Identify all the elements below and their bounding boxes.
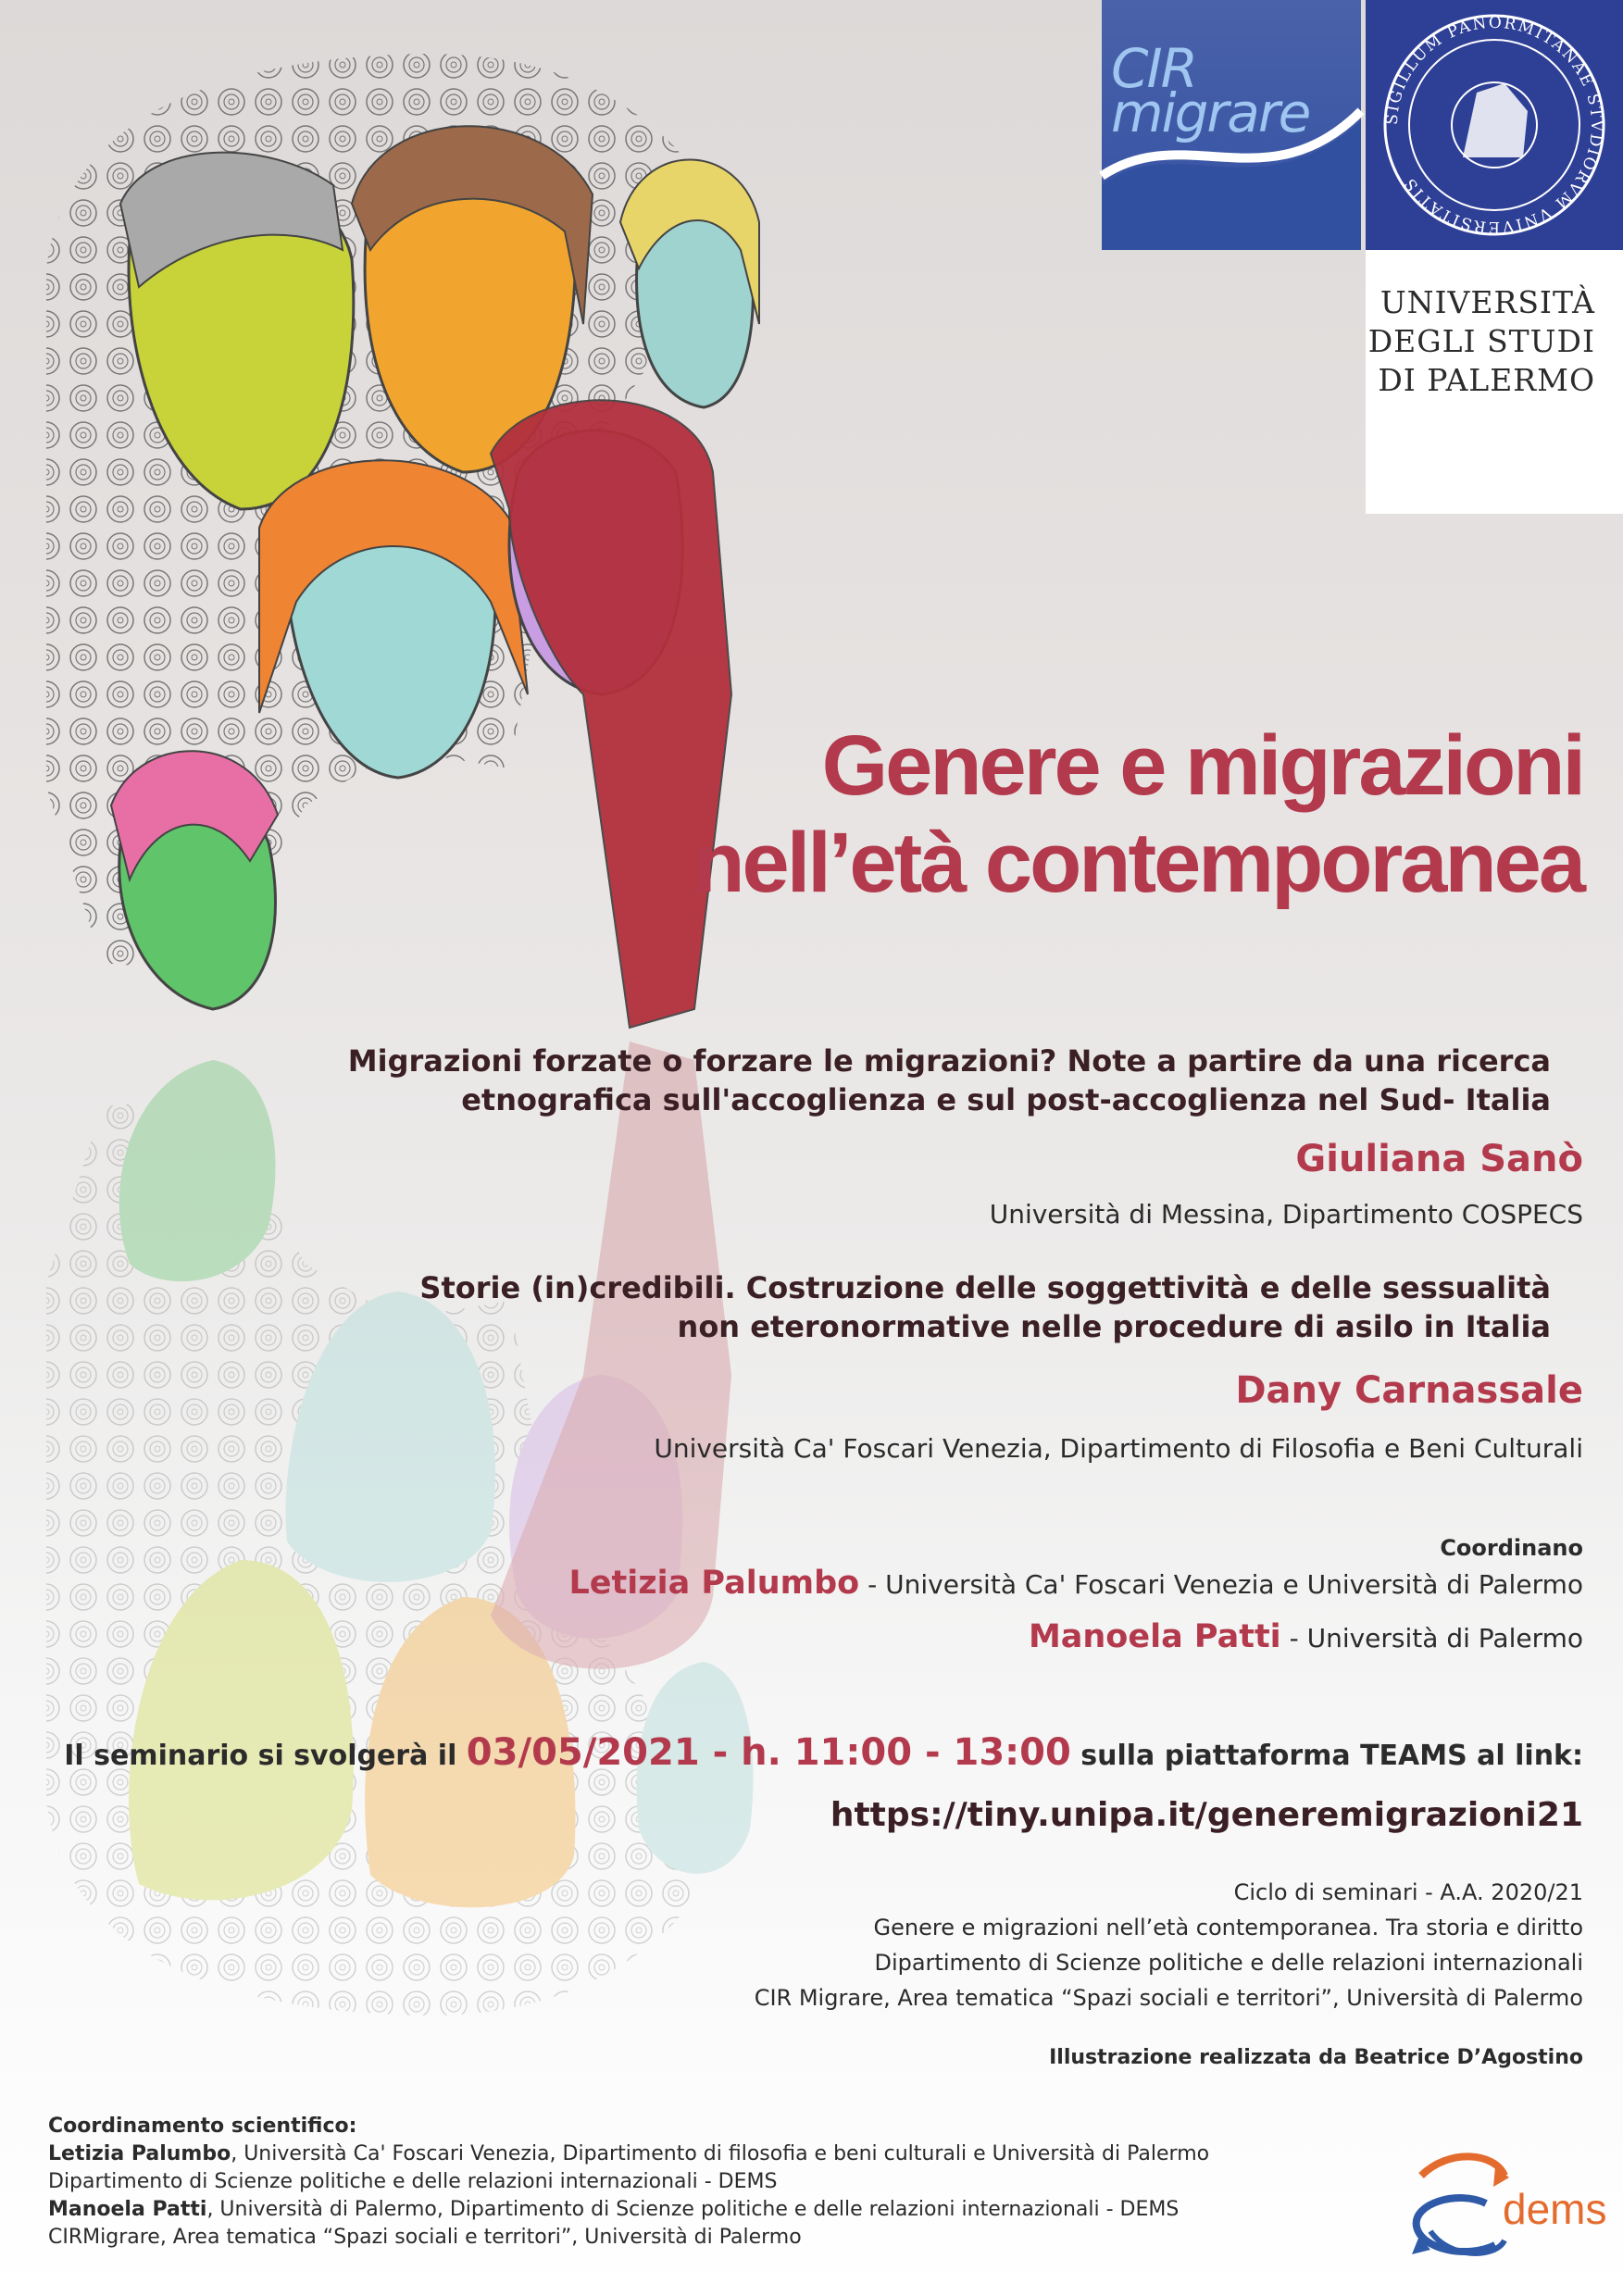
cycle-line-3: Dipartimento di Scienze politiche e delle relazioni internazionali — [874, 1950, 1583, 1976]
dems-logo — [1393, 2139, 1607, 2268]
talk-2-speaker: Dany Carnassale — [1235, 1369, 1583, 1412]
purple-face — [491, 400, 731, 1028]
university-name-line-1: UNIVERSITÀ — [1380, 284, 1595, 320]
university-seal — [1366, 0, 1623, 250]
cycle-line-2: Genere e migrazioni nell’età contemporanea. Tra storia e diritto — [873, 1915, 1583, 1940]
event-info — [64, 1731, 1583, 1774]
event-prefix: Il seminario si svolgerà il — [64, 1740, 467, 1772]
coordinators-label: Coordinano — [1440, 1535, 1583, 1561]
footer-name-1: Letizia Palumbo — [48, 2142, 231, 2165]
footer-line-1 — [48, 2140, 1209, 2168]
footer — [48, 2113, 1209, 2252]
coordinator-2-name: Manoela Patti — [1028, 1618, 1281, 1655]
talk-2-affiliation: Università Ca' Foscari Venezia, Dipartimento di Filosofia e Beni Culturali — [654, 1433, 1583, 1464]
talk-1-title-line-1: Migrazioni forzate o forzare le migrazioni? Note a partire da una ricerca — [347, 1043, 1551, 1079]
cycle-line-4: CIR Migrare, Area tematica “Spazi sociali e territori”, Università di Palermo — [754, 1985, 1583, 2011]
page-title — [565, 718, 1583, 912]
cycle-line-1: Ciclo di seminari - A.A. 2020/21 — [1233, 1879, 1583, 1905]
cycle-info — [755, 1875, 1583, 2015]
seal-icon — [1366, 0, 1623, 250]
footer-line-3 — [48, 2196, 1209, 2224]
talk-2-title — [162, 1268, 1551, 1346]
footer-name-2: Manoela Patti — [48, 2198, 207, 2221]
svg-text:dems: dems — [1503, 2185, 1607, 2233]
footer-line-3-rest: , Università di Palermo, Dipartimento di Scienze politiche e delle relazioni internazionali - DEMS — [206, 2198, 1180, 2221]
illustration-credit: Illustrazione realizzata da Beatrice D’Agostino — [1049, 2046, 1583, 2069]
talk-1-speaker: Giuliana Sanò — [1295, 1138, 1583, 1180]
talk-2-title-line-2: non eteronormative nelle procedure di asilo in Italia — [677, 1309, 1551, 1344]
university-name-line-3: DI PALERMO — [1378, 362, 1595, 398]
footer-line-1-rest: , Università Ca' Foscari Venezia, Dipartimento di filosofia e beni culturali e Università di Palermo — [231, 2142, 1210, 2165]
event-link[interactable]: https://tiny.unipa.it/generemigrazioni21 — [830, 1796, 1583, 1834]
cir-logo-text: CIR migrare — [1111, 37, 1310, 144]
coordinator-1-name: Letizia Palumbo — [568, 1565, 860, 1602]
coordinator-1 — [568, 1565, 1583, 1602]
footer-line-2: Dipartimento di Scienze politiche e delle relazioni internazionali - DEMS — [48, 2170, 778, 2193]
title-line-2: nell’età contemporanea — [693, 816, 1583, 910]
footer-line-4: CIRMigrare, Area tematica “Spazi sociali e territori”, Università di Palermo — [48, 2226, 802, 2249]
event-datetime: 03/05/2021 - h. 11:00 - 13:00 — [466, 1731, 1071, 1774]
footer-heading: Coordinamento scientifico: — [48, 2115, 357, 2138]
cir-migrare-logo — [1102, 0, 1361, 250]
coordinator-2-affiliation: - Università di Palermo — [1280, 1623, 1583, 1653]
coordinator-1-affiliation: - Università Ca' Foscari Venezia e Università di Palermo — [859, 1569, 1583, 1600]
event-suffix: sulla piattaforma TEAMS al link: — [1070, 1740, 1583, 1772]
talk-1-affiliation: Università di Messina, Dipartimento COSPECS — [989, 1199, 1583, 1229]
coordinator-2 — [1029, 1618, 1583, 1655]
university-name-box — [1366, 250, 1623, 514]
green-face — [111, 751, 278, 1009]
faces-reflection — [28, 1028, 787, 2037]
wave-icon — [1102, 111, 1361, 250]
university-name-line-2: DEGLI STUDI — [1367, 323, 1595, 359]
talk-1-title — [162, 1042, 1551, 1119]
talk-1-title-line-2: etnografica sull'accoglienza e sul post-accoglienza nel Sud- Italia — [461, 1082, 1551, 1117]
title-line-1: Genere e migrazioni — [821, 718, 1583, 813]
talk-2-title-line-1: Storie (in)credibili. Costruzione delle soggettività e delle sessualità — [419, 1270, 1551, 1305]
svg-text:SIGILLUM PANORMITANAE STVDIORV: SIGILLUM PANORMITANAE STVDIORVM VNIVERSITATIS — [1382, 13, 1606, 237]
